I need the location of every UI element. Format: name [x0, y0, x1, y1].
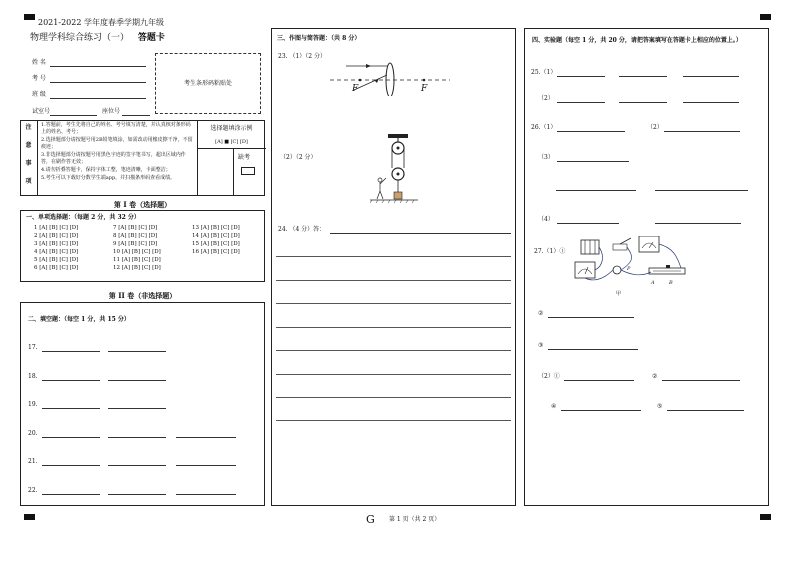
- pulley-diagram[interactable]: [370, 134, 430, 206]
- mcq-row[interactable]: 11 [A] [B] [C] [D]: [113, 257, 161, 263]
- answer-blank[interactable]: [42, 465, 100, 466]
- answer-blank[interactable]: [683, 76, 739, 77]
- answer-blank[interactable]: [108, 408, 166, 409]
- answer-blank[interactable]: [564, 380, 634, 381]
- notice-item: 2.选择题部分请按题号用2B铅笔填涂，如需改动用橡皮擦干净，不留痕迹；: [41, 137, 193, 150]
- answer-line[interactable]: [276, 350, 511, 351]
- answer-card-label: 答题卡: [137, 33, 165, 43]
- exam-title: 物理学科综合练习（一）: [30, 33, 130, 43]
- q26-2-label: （2）: [647, 124, 663, 131]
- answer-line[interactable]: [276, 303, 511, 304]
- q27-2-label: （2）①: [538, 373, 560, 380]
- q26-label: 26.（1）: [531, 124, 557, 131]
- q27-5-label: ⑤: [657, 403, 663, 410]
- answer-blank[interactable]: [42, 408, 100, 409]
- answer-line[interactable]: [276, 256, 511, 257]
- notice-item: 3.非选择题部分请按题号用黑色字迹的签字笔书写，超出区域内作答，在刷作答无效；: [41, 152, 186, 165]
- circuit-diagram[interactable]: [573, 236, 693, 292]
- lens-diagram[interactable]: [330, 60, 450, 96]
- q27-4-label: ④: [551, 403, 557, 410]
- answer-blank[interactable]: [42, 351, 100, 352]
- answer-blank[interactable]: [556, 190, 636, 191]
- part1-title: 第 I 卷（选择题）: [113, 200, 172, 209]
- title-line-1: 2021-2022 学年度春季学期九年级: [38, 18, 164, 27]
- answer-line[interactable]: [330, 233, 511, 234]
- notice-item: 1.答题前，考生先将自己的姓名、考号填写清楚，并认真核对条形码上的姓名、考号；: [41, 122, 191, 135]
- answer-blank[interactable]: [557, 76, 605, 77]
- q18-label: 18.: [28, 373, 38, 380]
- answer-blank[interactable]: [108, 351, 166, 352]
- q27-c2-label: ②: [538, 310, 544, 317]
- q20-label: 20.: [28, 430, 38, 437]
- barcode-area: [155, 53, 261, 114]
- title-line-2: [30, 30, 165, 43]
- seat-label: 座位号: [102, 108, 121, 115]
- mcq-row[interactable]: 15 [A] [B] [C] [D]: [192, 241, 240, 247]
- q19-label: 19.: [28, 401, 38, 408]
- drawing-section-title: 三、作图与简答题：（共 8 分）: [277, 35, 361, 42]
- answer-blank[interactable]: [108, 465, 166, 466]
- answer-blank[interactable]: [176, 494, 236, 495]
- answer-blank[interactable]: [655, 223, 741, 224]
- registration-mark: [760, 14, 771, 20]
- notice-item: 4.请勿折叠答题卡，保持字体工整，笔迹清晰，卡面整洁；: [41, 167, 171, 173]
- answer-blank[interactable]: [42, 380, 100, 381]
- answer-line[interactable]: [276, 374, 511, 375]
- answer-blank[interactable]: [548, 317, 634, 318]
- barcode-label: 考生条形码粘贴处: [183, 79, 232, 87]
- mcq-row[interactable]: 8 [A] [B] [C] [D]: [113, 233, 158, 239]
- svg-text:B: B: [669, 280, 673, 286]
- answer-blank[interactable]: [176, 465, 236, 466]
- seat-field[interactable]: [122, 115, 150, 116]
- answer-blank[interactable]: [176, 437, 236, 438]
- mcq-row[interactable]: 4 [A] [B] [C] [D]: [34, 249, 79, 255]
- q26-4-label: （4）: [538, 216, 554, 223]
- figure-label-jia: 甲: [616, 291, 622, 297]
- mcq-row[interactable]: 16 [A] [B] [C] [D]: [192, 249, 240, 255]
- q25-2-label: （2）: [538, 95, 554, 102]
- answer-blank[interactable]: [561, 410, 641, 411]
- answer-line[interactable]: [276, 327, 511, 328]
- q27-label: 27.（1）①: [534, 248, 566, 255]
- mcq-row[interactable]: 3 [A] [B] [C] [D]: [34, 241, 79, 247]
- mcq-row[interactable]: 1 [A] [B] [C] [D]: [34, 225, 79, 231]
- answer-blank[interactable]: [557, 102, 605, 103]
- answer-blank[interactable]: [619, 102, 667, 103]
- q17-label: 17.: [28, 344, 38, 351]
- answer-blank[interactable]: [557, 223, 619, 224]
- answer-blank[interactable]: [683, 102, 739, 103]
- exam-no-label: 考 号: [32, 75, 46, 82]
- fill-blank-section-title: 二、填空题：（每空 1 分，共 15 分）: [28, 316, 130, 323]
- notice-item: 5.考生可以下载好分数学生端app，并扫描条形码查看成绩。: [41, 175, 176, 181]
- answer-blank[interactable]: [557, 161, 629, 162]
- absent-checkbox[interactable]: [241, 167, 255, 175]
- q22-label: 22.: [28, 487, 38, 494]
- q26-3-label: （3）: [538, 154, 554, 161]
- answer-blank[interactable]: [662, 380, 740, 381]
- name-field[interactable]: [50, 66, 146, 67]
- registration-mark: [24, 14, 35, 20]
- answer-blank[interactable]: [667, 410, 744, 411]
- room-field[interactable]: [50, 115, 97, 116]
- exam-no-field[interactable]: [50, 82, 146, 83]
- registration-mark: [760, 514, 771, 520]
- q24-label: 24. （4 分）答：: [278, 226, 326, 233]
- mcq-row[interactable]: 7 [A] [B] [C] [D]: [113, 225, 158, 231]
- drawing-section-box: [271, 28, 516, 506]
- q27-2b-label: ②: [652, 373, 658, 380]
- answer-blank[interactable]: [108, 494, 166, 495]
- focus-label-right: F: [421, 84, 428, 94]
- registration-mark: [24, 514, 35, 520]
- absent-label: 缺考: [238, 154, 251, 161]
- mcq-row[interactable]: 13 [A] [B] [C] [D]: [192, 225, 240, 231]
- answer-blank[interactable]: [108, 380, 166, 381]
- focus-label-left: F: [352, 84, 359, 94]
- svg-text:A: A: [651, 280, 655, 286]
- name-label: 姓 名: [32, 59, 46, 66]
- answer-blank[interactable]: [42, 437, 100, 438]
- fill-blank-box: [20, 302, 265, 506]
- fill-example-box: [197, 120, 265, 196]
- version-letter: G: [366, 513, 375, 526]
- answer-blank[interactable]: [108, 437, 166, 438]
- q27-c3-label: ③: [538, 342, 544, 349]
- mcq-section-title: 一、单项选择题：（每题 2 分，共 32 分）: [26, 214, 140, 221]
- room-label: 试室号: [32, 108, 51, 115]
- svg-text:P: P: [627, 266, 631, 272]
- fill-example: [A] ■ [C] [D]: [215, 139, 248, 145]
- experiment-section-title: 四、实验题（每空 1 分，共 20 分，请把答案填写在答题卡上相应的位置上。）: [532, 37, 742, 44]
- q23-label: 23. （1）（2 分）: [278, 53, 326, 60]
- class-field[interactable]: [50, 98, 146, 99]
- mcq-row[interactable]: 14 [A] [B] [C] [D]: [192, 233, 240, 239]
- mcq-row[interactable]: 9 [A] [B] [C] [D]: [113, 241, 158, 247]
- notice-side-title: 注 意 事 项: [20, 120, 38, 196]
- answer-line[interactable]: [276, 280, 511, 281]
- answer-line[interactable]: [276, 420, 511, 421]
- mcq-row[interactable]: 12 [A] [B] [C] [D]: [113, 265, 161, 271]
- answer-blank[interactable]: [557, 131, 625, 132]
- mcq-row[interactable]: 6 [A] [B] [C] [D]: [34, 265, 79, 271]
- answer-blank[interactable]: [42, 494, 100, 495]
- answer-blank[interactable]: [655, 190, 748, 191]
- q25-label: 25.（1）: [531, 69, 557, 76]
- answer-blank[interactable]: [619, 76, 667, 77]
- answer-blank[interactable]: [548, 349, 638, 350]
- page-number: 第 1 页（共 2 页）: [389, 516, 441, 523]
- answer-line[interactable]: [276, 397, 511, 398]
- fill-example-title: 选择题填涂示例: [210, 125, 253, 132]
- q21-label: 21.: [28, 458, 38, 465]
- mcq-row[interactable]: 2 [A] [B] [C] [D]: [34, 233, 79, 239]
- class-label: 班 级: [32, 91, 46, 98]
- answer-blank[interactable]: [664, 131, 740, 132]
- mcq-row[interactable]: 5 [A] [B] [C] [D]: [34, 257, 79, 263]
- mcq-row[interactable]: 10 [A] [B] [C] [D]: [113, 249, 161, 255]
- part2-title: 第 II 卷（非选择题）: [108, 291, 177, 300]
- notice-items: [41, 122, 195, 182]
- q23-2-label: （2）（2 分）: [280, 154, 317, 161]
